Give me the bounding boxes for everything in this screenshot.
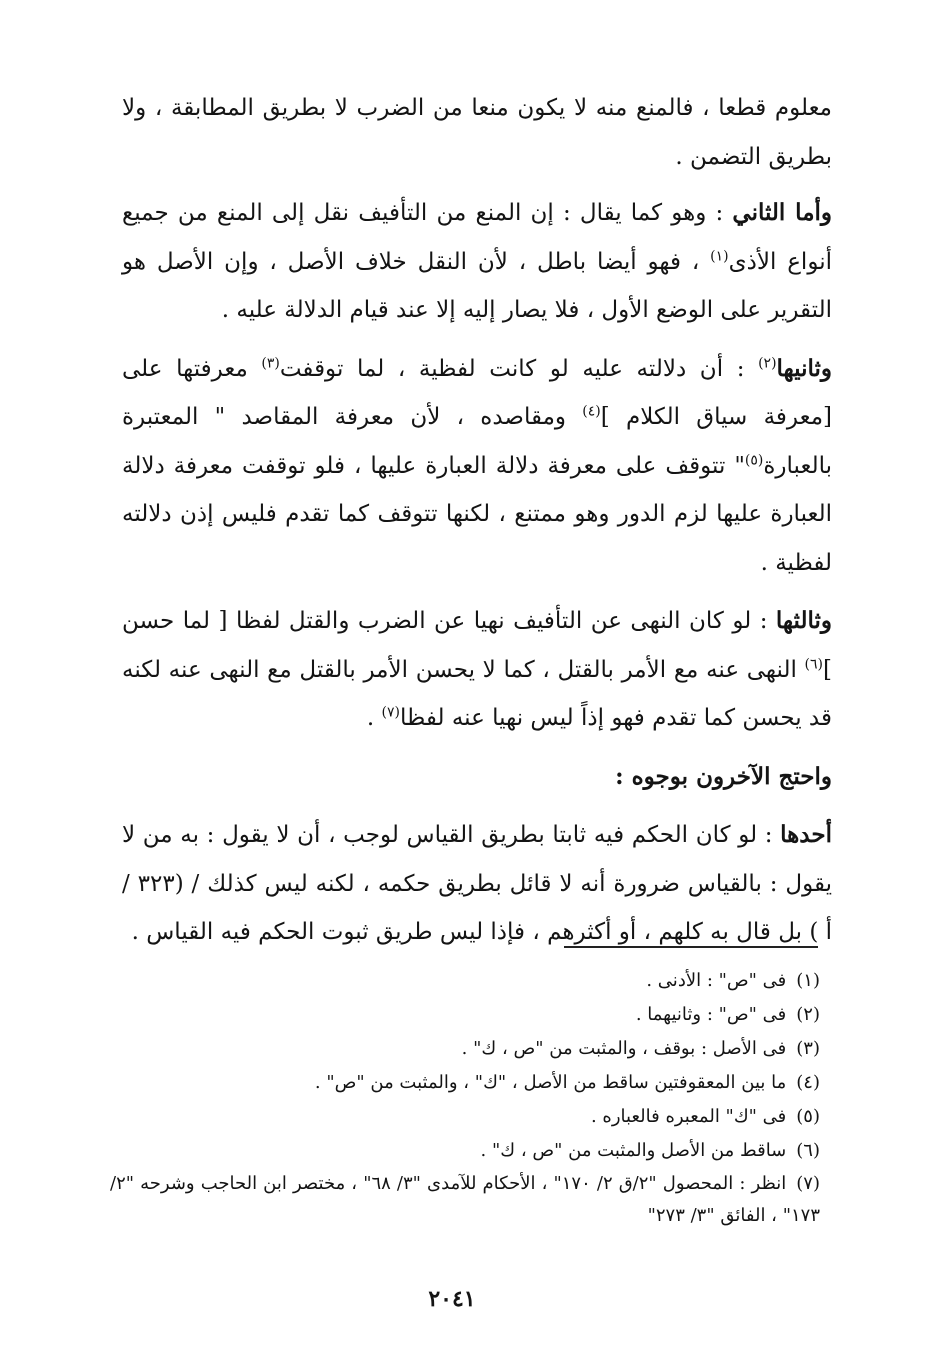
paragraph-lead: أحدها (780, 821, 832, 848)
paragraph-text: : لو كان النهى عن التأفيف نهيا عن الضرب والقتل لفظا [ لما حسن ] (122, 608, 832, 683)
paragraph-continuation (122, 84, 832, 181)
footnote-item (110, 1168, 820, 1232)
footnote-number: (٤) (796, 1072, 820, 1093)
page-number: ٢٠٤١ (428, 1286, 476, 1312)
footnote-item (110, 1134, 820, 1168)
footnotes-section (110, 964, 820, 1232)
footnote-text: انظر : المحصول "٢/ق ٢/ ١٧٠" ، الأحكام للآمدى "٣/ ٦٨" ، مختصر ابن الحاجب وشرحه "٢/ ١٧٣" ، الفائق "٣/ ٢٧٣" (110, 1173, 820, 1226)
paragraph-text: : وهو كما يقال : إن المنع من التأفيف نقل إلى المنع من جميع أنواع الأذى (122, 200, 832, 275)
footnote-ref: (٢) (758, 354, 777, 371)
footnote-ref: (٧) (381, 704, 401, 721)
footnote-ref: (٦) (804, 655, 824, 672)
paragraph-text: : أن دلالته عليه لو كانت لفظية ، لما توقفت (279, 355, 759, 382)
footnote-item (110, 1100, 820, 1134)
paragraph-lead: وثانيها (776, 354, 832, 382)
footnote-text: فى "ص" : الأدنى . (646, 970, 787, 991)
footnote-text: فى "ص" : وثانيهما . (635, 1004, 787, 1025)
footnote-text: فى "ك" المعبره فالعباره . (590, 1106, 787, 1127)
footnote-number: (٥) (796, 1106, 820, 1127)
footnote-number: (٢) (796, 1004, 820, 1025)
footnote-ref: (٥) (744, 451, 764, 468)
footnote-number: (٦) (796, 1140, 820, 1161)
paragraph-second-view (122, 189, 832, 335)
footnote-separator (564, 946, 818, 948)
footnote-text: فى الأصل : بوقف ، والمثبت من "ص ، ك" . (461, 1038, 787, 1059)
paragraph-lead: وثالثها (775, 607, 832, 634)
footnote-text: ما بين المعقوفتين ساقط من الأصل ، "ك" ، والمثبت من "ص" . (314, 1072, 787, 1093)
paragraph-text: معرفتها على [معرفة سياق الكلام ] (122, 355, 832, 430)
paragraph-second-argument (122, 345, 832, 588)
footnote-number: (٣) (796, 1038, 820, 1059)
section-heading (122, 753, 832, 802)
footnote-ref: (١) (710, 247, 729, 264)
paragraph-third-argument (122, 597, 832, 743)
footnote-item (110, 1032, 820, 1066)
footnote-item (110, 998, 820, 1032)
paragraph-text: ، فهو أيضا باطل ، لأن النقل خلاف الأصل ، وإن الأصل هو التقرير على الوضع الأول ، فلا يصار إليه إلا عند قيام الدلالة عليه . (122, 248, 832, 323)
paragraph-text: . (366, 705, 382, 731)
footnote-number: (٧) (796, 1173, 820, 1194)
paragraph-text: النهى عنه مع الأمر بالقتل ، كما لا يحسن الأمر بالقتل مع النهى عنه لكنه قد يحسن كما تقدم فهو إذاً ليس نهيا عنه لفظا (122, 656, 832, 731)
paragraph-lead: وأما الثاني (732, 199, 833, 226)
paragraph-first-counter-argument (122, 811, 832, 957)
heading-text: واحتج الآخرون بوجوه : (615, 762, 832, 790)
footnote-item (110, 1066, 820, 1100)
footnote-ref: (٣) (261, 354, 280, 371)
paragraph-text: " تتوقف على معرفة دلالة العبارة عليها ، فلو توقفت معرفة دلالة العبارة عليها لزم الدور وهو ممتنع ، لكنها تتوقف كما تقدم فليس إذن دلالته لفظية . (122, 452, 832, 576)
paragraph-text: : لو كان الحكم فيه ثابتا بطريق القياس لوجب ، أن لا يقول : به من لا يقول : بالقياس ضرورة أنه لا قائل بطريق حكمه ، لكنه ليس كذلك / (٣٢٣ / أ ) بل قال به كلهم ، أو أكثرهم ، فإذا ليس طريق ثبوت الحكم فيه القياس . (122, 822, 832, 945)
footnote-ref: (٤) (582, 403, 601, 420)
paragraph-text: ومقاصده ، لأن معرفة المقاصد " المعتبرة بالعبارة (122, 404, 832, 479)
paragraph-text: معلوم قطعا ، فالمنع منه لا يكون منعا من الضرب لا بطريق المطابقة ، ولا بطريق التضمن . (122, 95, 832, 170)
main-text-body (122, 84, 832, 967)
footnote-text: ساقط من الأصل والمثبت من "ص ، ك" . (480, 1140, 787, 1161)
footnote-item (110, 964, 820, 998)
footnote-number: (١) (796, 970, 820, 991)
